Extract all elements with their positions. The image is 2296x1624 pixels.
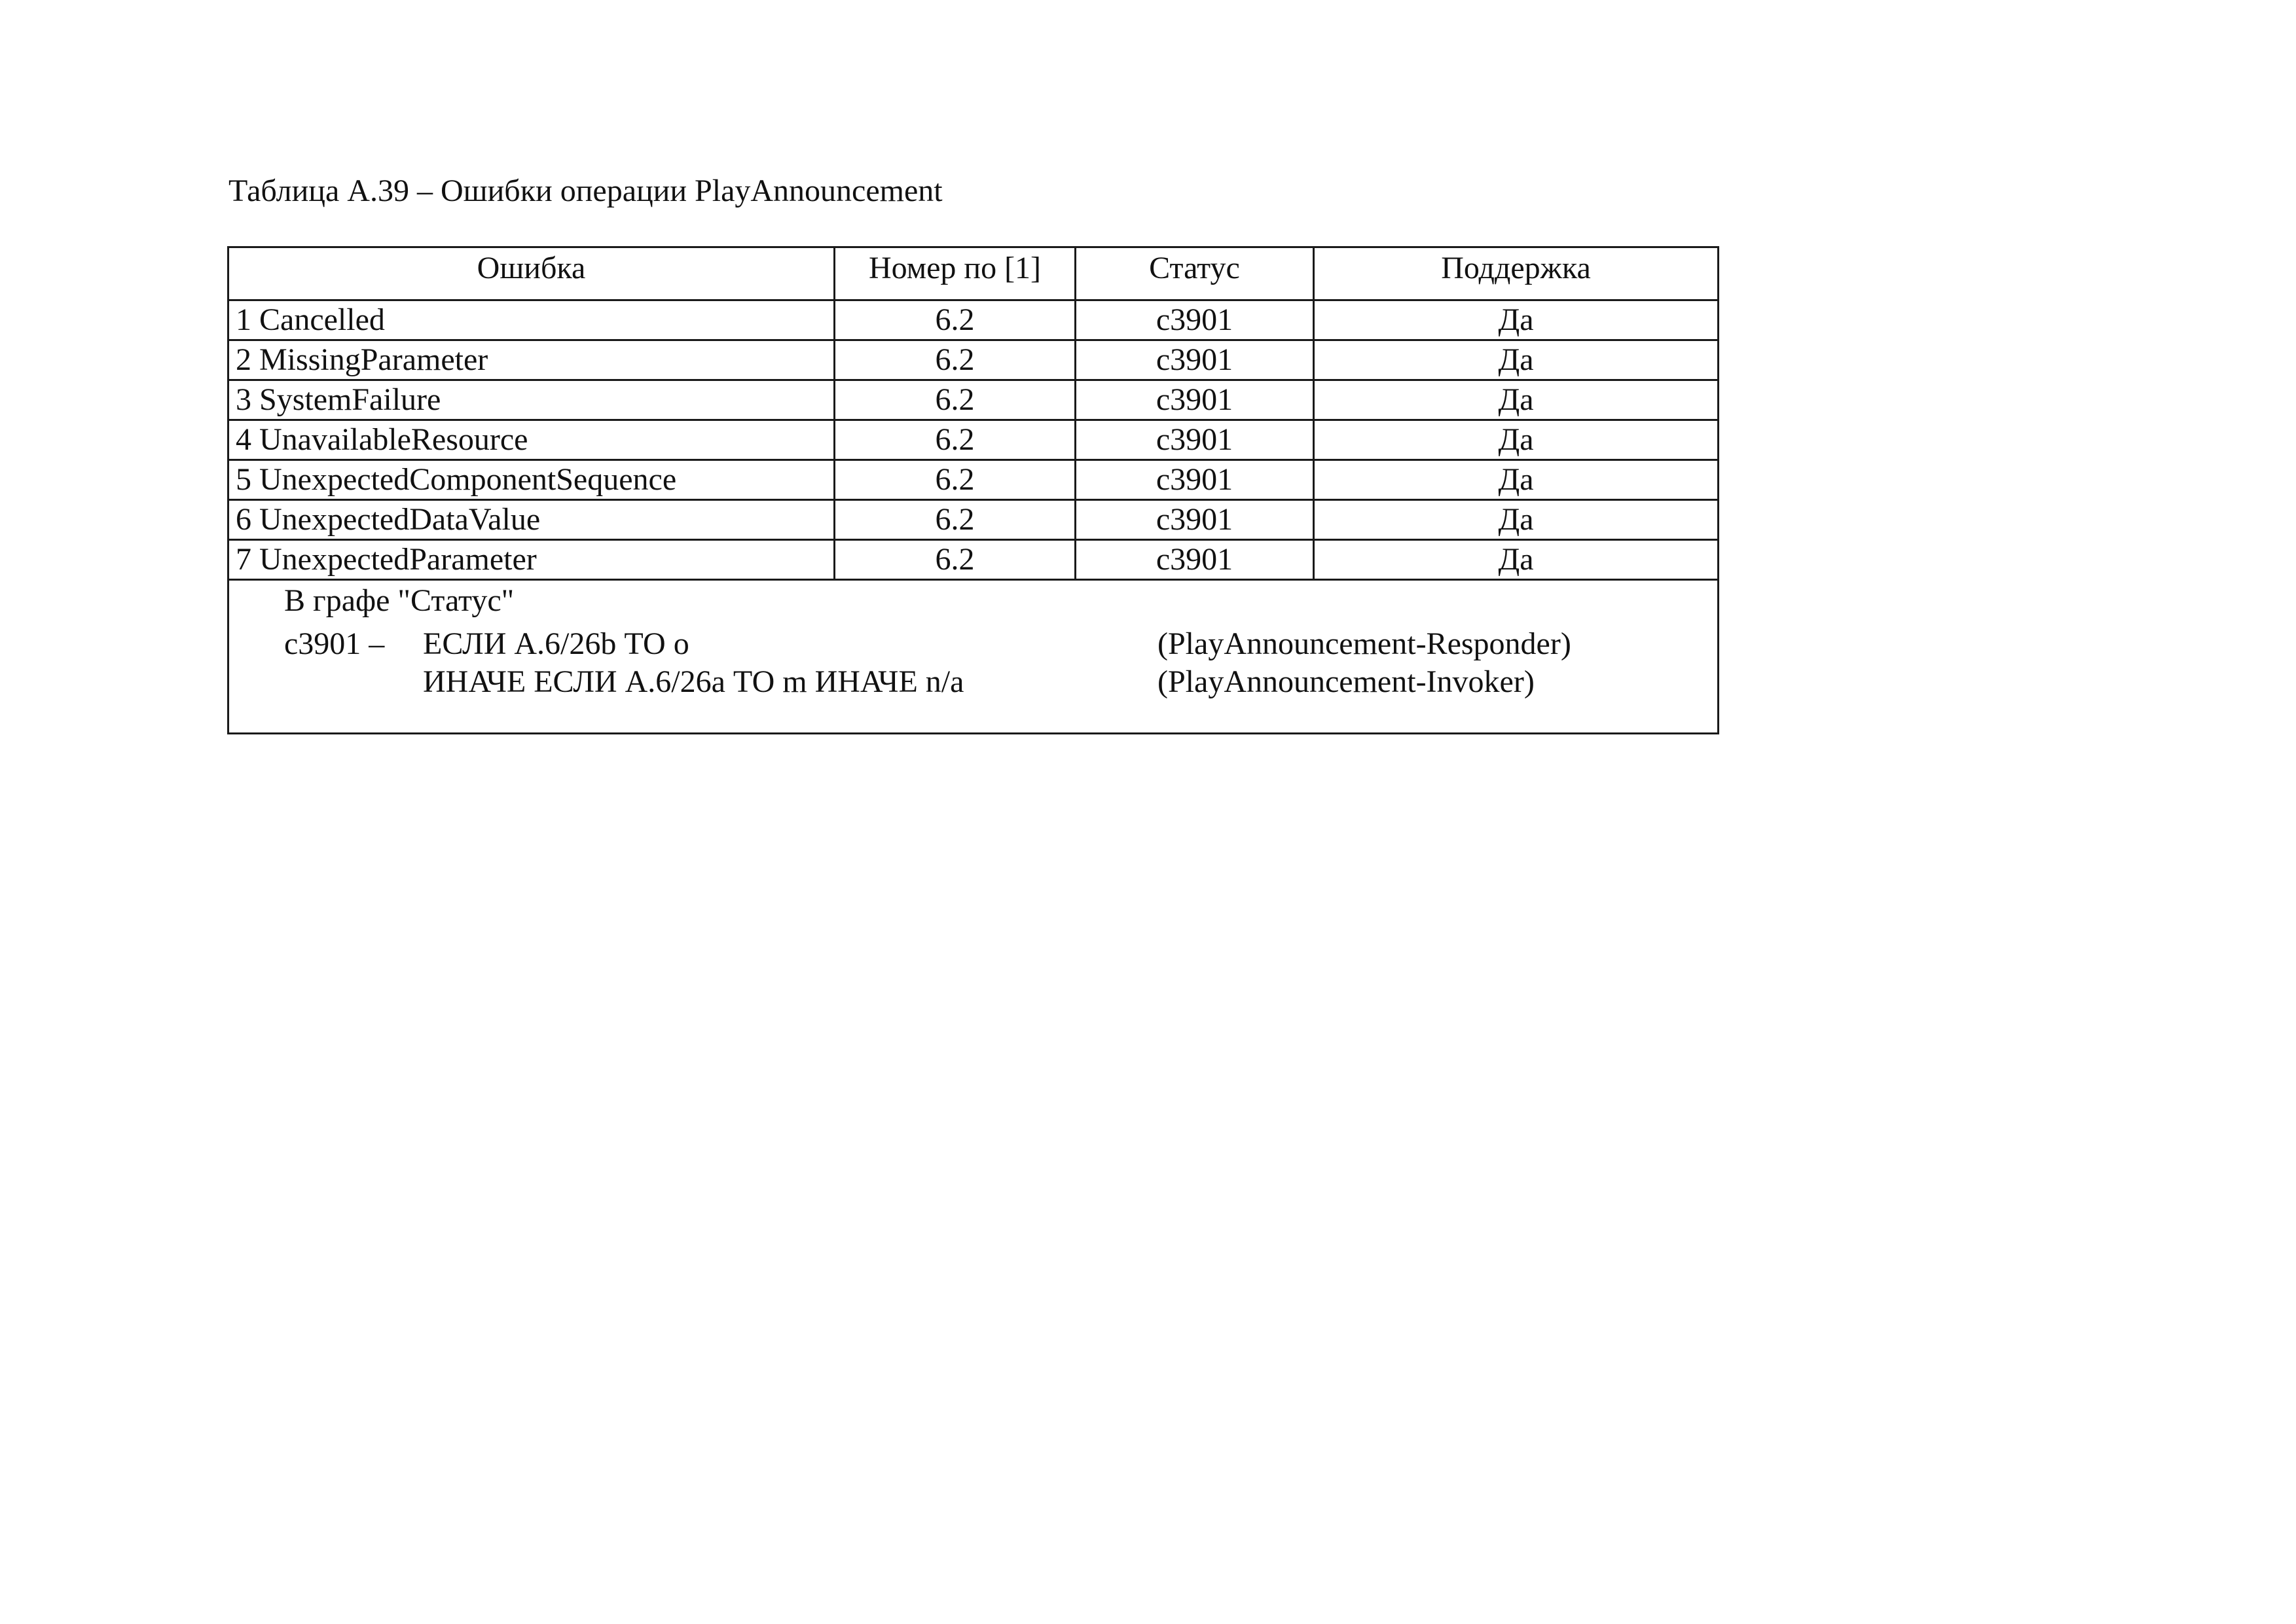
cell-number: 6.2 [835, 540, 1076, 580]
cell-status: c3901 [1076, 460, 1314, 500]
table-row [228, 420, 1719, 460]
header-error: Ошибка [228, 247, 835, 300]
cell-error: 6 UnexpectedDataValue [228, 500, 835, 540]
cell-error: 1 Cancelled [228, 300, 835, 340]
notes-status-code: c3901 – [284, 626, 385, 661]
cell-error: 5 UnexpectedComponentSequence [228, 460, 835, 500]
table-header-row [228, 247, 1719, 300]
table-caption: Таблица А.39 – Ошибки операции PlayAnnouncement [228, 173, 943, 208]
cell-number: 6.2 [835, 380, 1076, 420]
header-number: Номер по [1] [835, 247, 1076, 300]
cell-number: 6.2 [835, 300, 1076, 340]
table-row [228, 540, 1719, 580]
table-notes-cell [228, 580, 1719, 734]
cell-status: c3901 [1076, 300, 1314, 340]
cell-number: 6.2 [835, 460, 1076, 500]
cell-number: 6.2 [835, 500, 1076, 540]
cell-support: Да [1314, 540, 1719, 580]
table-row [228, 300, 1719, 340]
table-row [228, 340, 1719, 380]
notes-condition-line-1: ЕСЛИ A.6/26b ТО o [423, 626, 689, 661]
cell-status: c3901 [1076, 420, 1314, 460]
cell-support: Да [1314, 460, 1719, 500]
cell-error: 2 MissingParameter [228, 340, 835, 380]
table-row [228, 460, 1719, 500]
cell-error: 4 UnavailableResource [228, 420, 835, 460]
cell-support: Да [1314, 500, 1719, 540]
cell-error: 3 SystemFailure [228, 380, 835, 420]
cell-support: Да [1314, 420, 1719, 460]
notes-role-1: (PlayAnnouncement-Responder) [1157, 626, 1571, 661]
errors-table [227, 246, 1719, 734]
status-notes [229, 581, 1717, 732]
cell-support: Да [1314, 380, 1719, 420]
table-row [228, 380, 1719, 420]
table-notes-row [228, 580, 1719, 734]
notes-condition-line-2: ИНАЧЕ ЕСЛИ A.6/26a ТО m ИНАЧЕ n/a [423, 664, 964, 699]
cell-number: 6.2 [835, 420, 1076, 460]
cell-status: c3901 [1076, 540, 1314, 580]
table-row [228, 500, 1719, 540]
cell-status: c3901 [1076, 340, 1314, 380]
notes-role-2: (PlayAnnouncement-Invoker) [1157, 664, 1535, 699]
cell-status: c3901 [1076, 380, 1314, 420]
cell-status: c3901 [1076, 500, 1314, 540]
header-status: Статус [1076, 247, 1314, 300]
header-support: Поддержка [1314, 247, 1719, 300]
cell-support: Да [1314, 300, 1719, 340]
notes-heading: В графе "Статус" [284, 583, 515, 618]
cell-error: 7 UnexpectedParameter [228, 540, 835, 580]
cell-number: 6.2 [835, 340, 1076, 380]
cell-support: Да [1314, 340, 1719, 380]
